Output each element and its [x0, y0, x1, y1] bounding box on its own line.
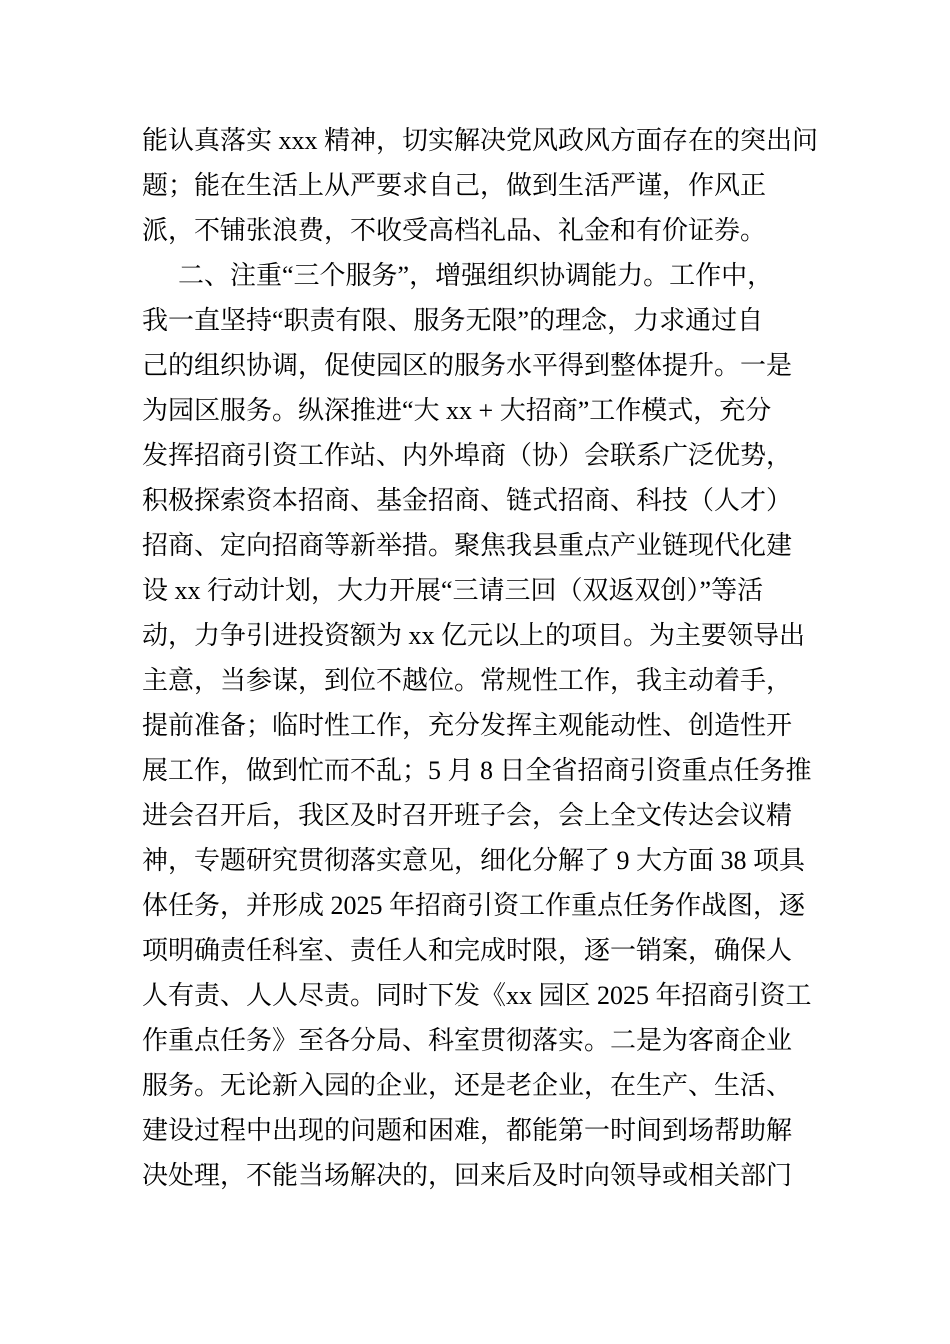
text-line: 设 xx 行动计划，大力开展“三请三回（双返双创）”等活 — [142, 576, 764, 605]
text-line: 二、注重“三个服务”，增强组织协调能力。工作中， — [178, 261, 774, 290]
paragraph-section-two — [142, 253, 850, 1198]
paragraph-continuation — [142, 118, 850, 253]
text-line: 发挥招商引资工作站、内外埠商（协）会联系广泛优势， — [142, 441, 793, 470]
text-line: 项明确责任科室、责任人和完成时限，逐一销案，确保人 — [142, 936, 793, 965]
text-line: 动，力争引进投资额为 xx 亿元以上的项目。为主要领导出 — [142, 621, 806, 650]
text-line: 进会召开后，我区及时召开班子会，会上全文传达会议精 — [142, 801, 793, 830]
text-line: 作重点任务》至各分局、科室贯彻落实。二是为客商企业 — [142, 1026, 793, 1055]
text-line: 人有责、人人尽责。同时下发《xx 园区 2025 年招商引资工 — [142, 981, 812, 1010]
text-line: 我一直坚持“职责有限、服务无限”的理念，力求通过自 — [142, 306, 764, 335]
text-line: 决处理，不能当场解决的，回来后及时向领导或相关部门 — [142, 1161, 793, 1190]
text-line: 题；能在生活上从严要求自己，做到生活严谨，作风正 — [142, 171, 767, 200]
text-line: 服务。无论新入园的企业，还是老企业，在生产、生活、 — [142, 1071, 793, 1100]
text-line: 建设过程中出现的问题和困难，都能第一时间到场帮助解 — [142, 1116, 793, 1145]
text-line: 神，专题研究贯彻落实意见，细化分解了 9 大方面 38 项具 — [142, 846, 806, 875]
text-line: 积极探索资本招商、基金招商、链式招商、科技（人才） — [142, 486, 793, 515]
text-line: 提前准备；临时性工作，充分发挥主观能动性、创造性开 — [142, 711, 793, 740]
text-line: 主意，当参谋，到位不越位。常规性工作，我主动着手， — [142, 666, 793, 695]
document-body — [142, 118, 850, 1198]
text-line: 能认真落实 xxx 精神，切实解决党风政风方面存在的突出问 — [142, 126, 819, 155]
text-line: 为园区服务。纵深推进“大 xx + 大招商”工作模式，充分 — [142, 396, 772, 425]
text-line: 体任务，并形成 2025 年招商引资工作重点任务作战图，逐 — [142, 891, 806, 920]
text-line: 展工作，做到忙而不乱；5 月 8 日全省招商引资重点任务推 — [142, 756, 812, 785]
text-line: 派，不铺张浪费，不收受高档礼品、礼金和有价证券。 — [142, 216, 767, 245]
text-line: 招商、定向招商等新举措。聚焦我县重点产业链现代化建 — [142, 531, 793, 560]
text-line: 己的组织协调，促使园区的服务水平得到整体提升。一是 — [142, 351, 793, 380]
